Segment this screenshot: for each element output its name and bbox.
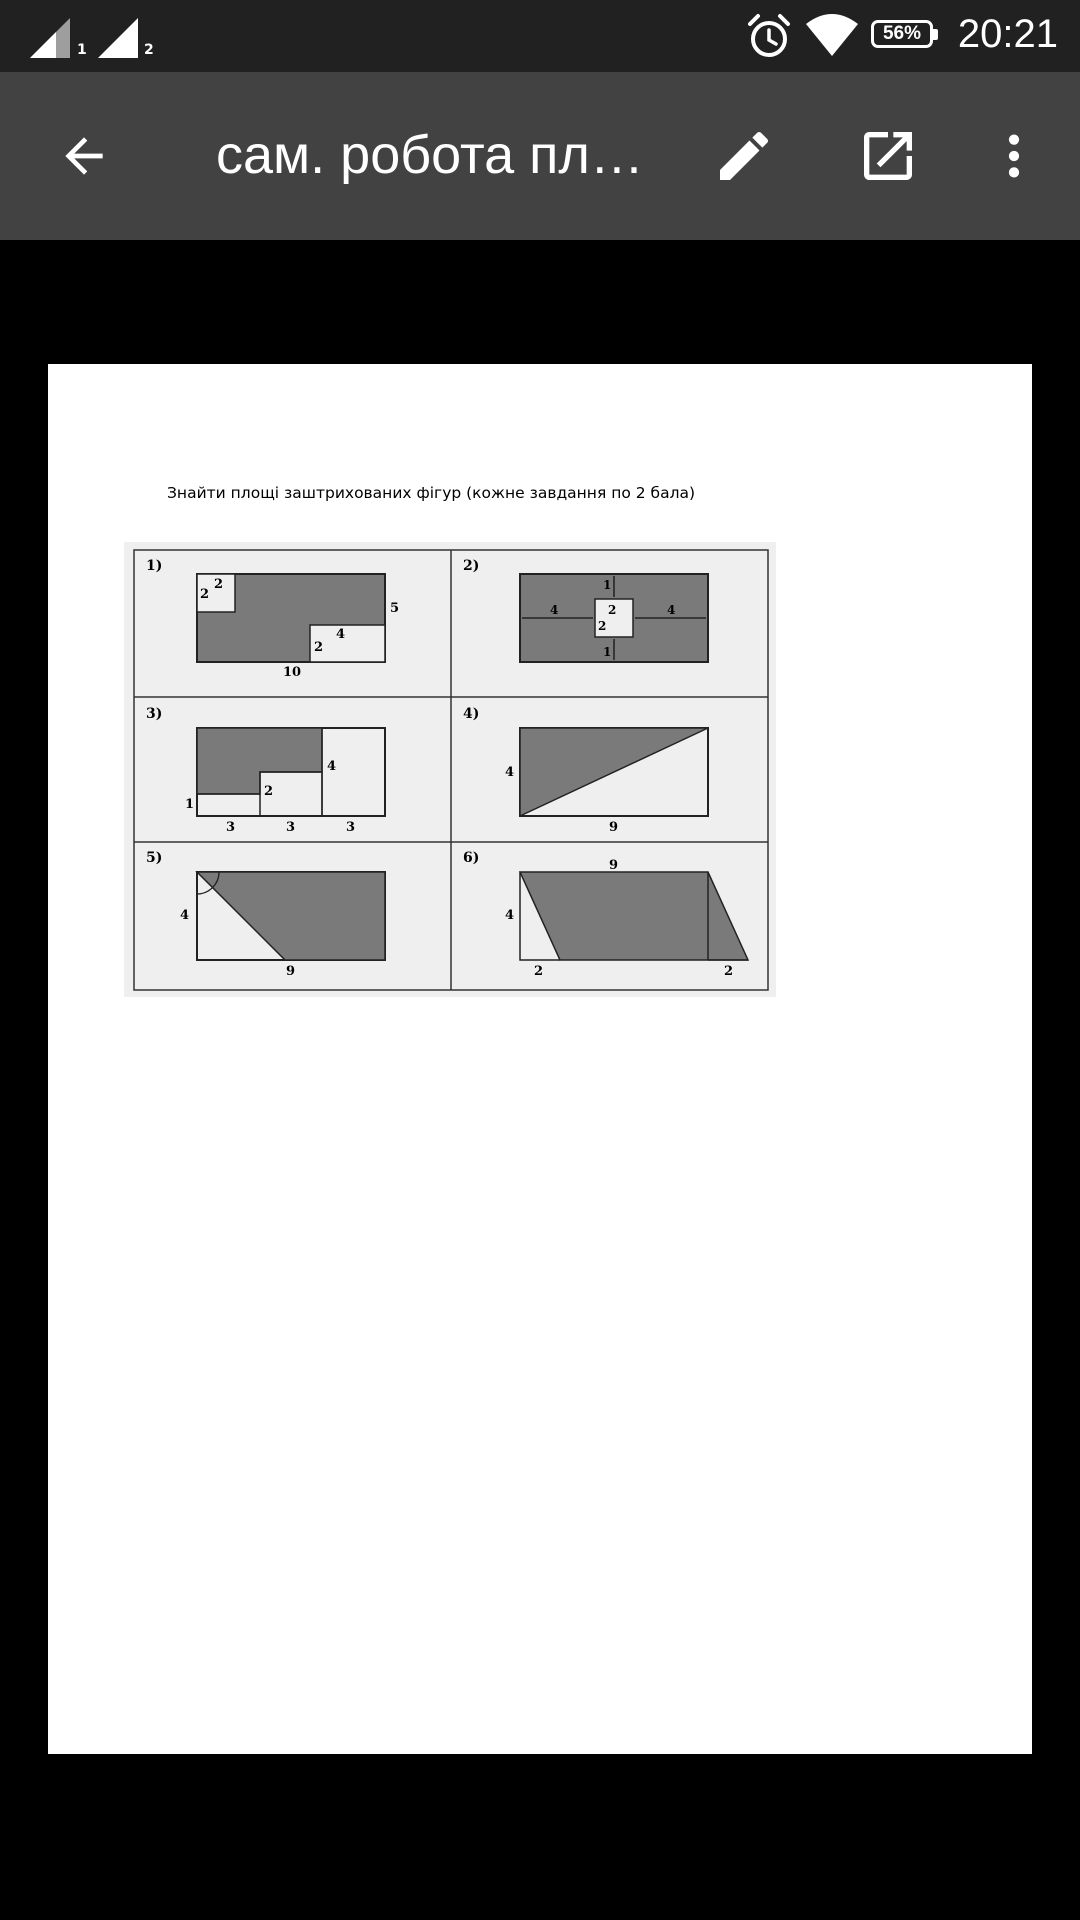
svg-text:1: 1 [603, 645, 612, 659]
document-title: сам. робота пл… [216, 125, 644, 185]
svg-text:2: 2 [314, 640, 324, 655]
svg-text:4: 4 [180, 908, 190, 923]
svg-text:9: 9 [609, 858, 619, 873]
more-options-button[interactable] [972, 114, 1056, 198]
problem-6 [463, 850, 748, 979]
svg-text:4: 4 [667, 603, 676, 617]
svg-text:10: 10 [283, 665, 302, 680]
svg-text:4: 4 [327, 759, 337, 774]
svg-text:2: 2 [598, 619, 607, 633]
svg-text:3: 3 [286, 820, 296, 835]
problem-5 [146, 850, 385, 979]
status-bar [0, 0, 1080, 72]
problem-number: 4) [463, 706, 480, 722]
battery-indicator: 56% [871, 20, 933, 48]
svg-text:3: 3 [226, 820, 236, 835]
svg-text:5: 5 [390, 601, 400, 616]
svg-text:4: 4 [336, 627, 346, 642]
svg-text:4: 4 [505, 765, 515, 780]
svg-text:2: 2 [724, 964, 734, 979]
clock: 20:21 [957, 12, 1058, 56]
open-external-icon [856, 124, 920, 188]
wifi-icon [804, 12, 860, 58]
svg-text:2: 2 [608, 603, 617, 617]
edit-button[interactable] [702, 114, 786, 198]
sim1-label: 1 [77, 42, 87, 58]
svg-text:2: 2 [214, 577, 224, 592]
back-button[interactable] [42, 114, 126, 198]
svg-text:4: 4 [505, 908, 515, 923]
svg-text:2: 2 [534, 964, 544, 979]
problems-grid [124, 542, 776, 997]
more-vert-icon [986, 128, 1042, 184]
problem-1 [146, 558, 399, 680]
svg-text:1: 1 [603, 578, 612, 592]
arrow-back-icon [56, 128, 112, 184]
svg-text:3: 3 [346, 820, 356, 835]
problem-number: 3) [146, 706, 163, 722]
alarm-icon [746, 12, 792, 60]
task-heading: Знайти площі заштрихованих фігур (кожне завдання по 2 бала) [167, 484, 696, 502]
problem-4 [463, 706, 708, 835]
problem-3 [146, 706, 385, 835]
open-with-button[interactable] [846, 114, 930, 198]
sim2-label: 2 [144, 42, 154, 58]
app-toolbar [0, 72, 1080, 240]
svg-text:9: 9 [609, 820, 619, 835]
svg-text:9: 9 [286, 964, 296, 979]
problem-number: 5) [146, 850, 163, 866]
document-page[interactable] [48, 364, 1032, 1754]
problem-number: 1) [146, 558, 163, 574]
svg-text:2: 2 [264, 784, 274, 799]
problem-number: 2) [463, 558, 480, 574]
svg-text:2: 2 [200, 587, 210, 602]
svg-text:4: 4 [550, 603, 559, 617]
problem-2 [463, 558, 708, 662]
problems-figure [124, 542, 776, 997]
pencil-icon [712, 124, 776, 188]
problem-number: 6) [463, 850, 480, 866]
svg-text:1: 1 [185, 797, 195, 812]
